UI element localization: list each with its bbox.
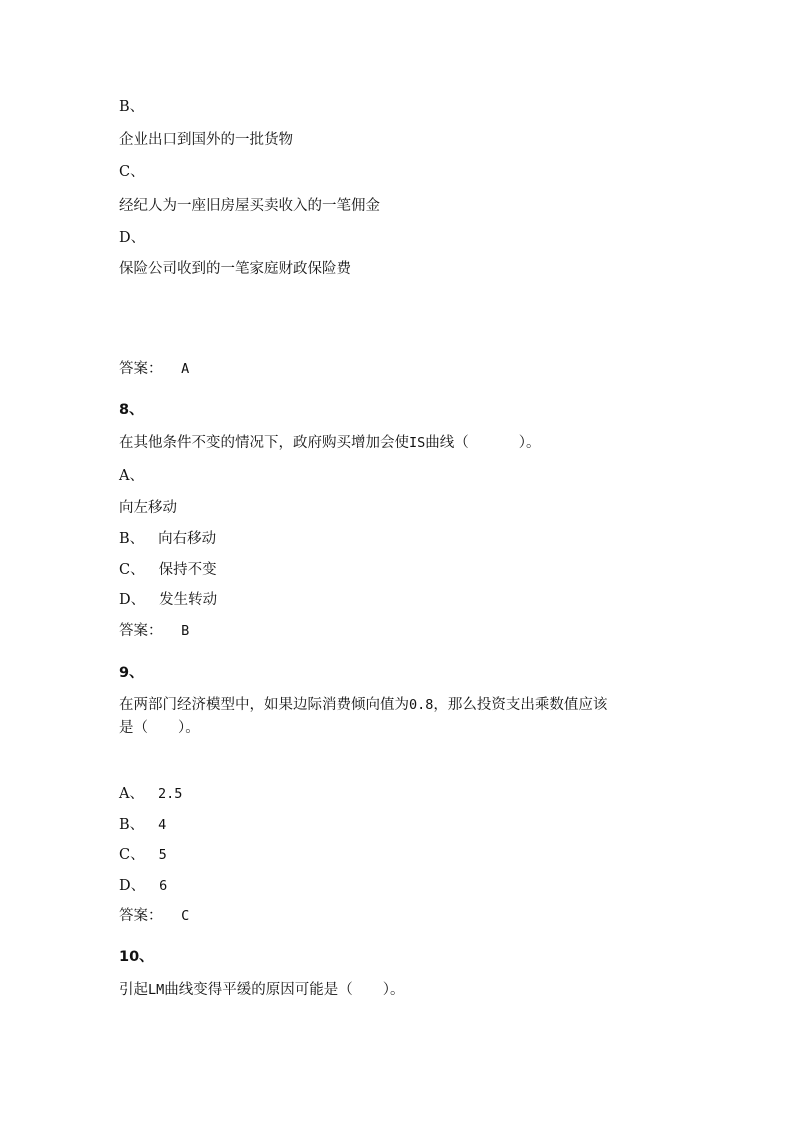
answer-label: 答案：: [119, 908, 163, 924]
q8-option-a-label: A、: [119, 468, 144, 484]
q8-option-c: C、 保持不变: [119, 562, 217, 578]
q7-answer: [119, 360, 189, 378]
q8-stem: 在其他条件不变的情况下，政府购买增加会使IS曲线（ ）。: [119, 435, 541, 451]
q7-option-c-text: 经纪人为一座旧房屋买卖收入的一笔佣金: [119, 198, 380, 214]
q10-stem: 引起LM曲线变得平缓的原因可能是（ ）。: [119, 982, 405, 998]
q9-option-b: B、 4: [119, 817, 167, 833]
q8-answer: [119, 622, 189, 640]
q8-option-b: B、 向右移动: [119, 531, 217, 547]
answer-value: B: [181, 623, 190, 639]
q10-number: 10、: [119, 949, 154, 965]
q9-stem-line2: 是（ ）。: [119, 720, 200, 736]
q7-option-b-text: 企业出口到国外的一批货物: [119, 132, 293, 148]
q9-option-c: C、 5: [119, 847, 167, 863]
q7-option-c-label: C、: [119, 164, 145, 180]
q8-number: 8、: [119, 402, 144, 418]
q9-option-d: D、 6: [119, 878, 168, 894]
q8-option-a-text: 向左移动: [119, 500, 177, 516]
q7-option-d-label: D、: [119, 230, 146, 246]
q9-answer: [119, 907, 189, 925]
answer-label: 答案：: [119, 623, 163, 639]
answer-label: 答案：: [119, 361, 163, 377]
q9-option-a: A、 2.5: [119, 786, 183, 802]
q9-number: 9、: [119, 665, 144, 681]
q7-option-d-text: 保险公司收到的一笔家庭财政保险费: [119, 261, 351, 277]
q9-stem-line1: 在两部门经济模型中，如果边际消费倾向值为0.8，那么投资支出乘数值应该: [119, 697, 608, 713]
answer-value: C: [181, 908, 190, 924]
answer-value: A: [181, 361, 190, 377]
q7-option-b-label: B、: [119, 99, 145, 115]
q8-option-d: D、 发生转动: [119, 592, 218, 608]
